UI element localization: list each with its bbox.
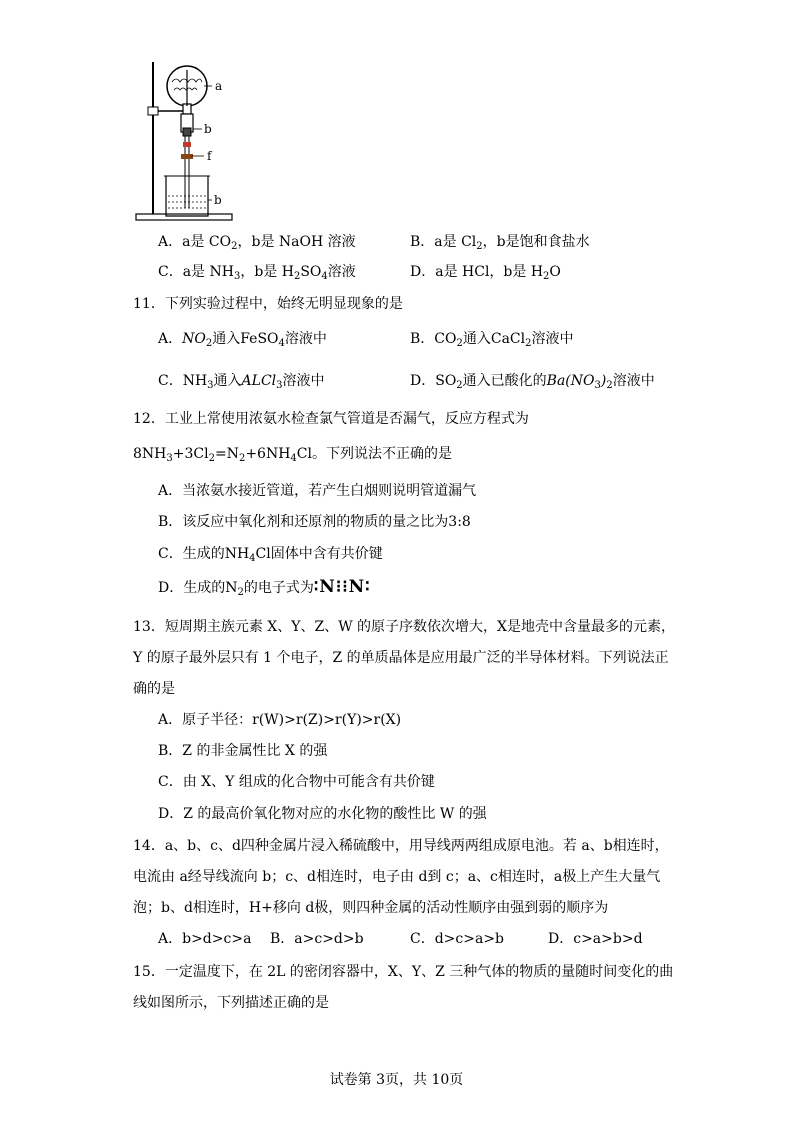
q13-stem-3: 确的是	[133, 681, 175, 697]
q10-option-c: C．a是 $NH_3$，b是 $H_2SO_4$溶液	[158, 264, 356, 282]
q12-option-b: B．该反应中氧化剂和还原剂的物质的量之比为3:8	[158, 514, 471, 530]
q13-option-a: A．原子半径：r(W)>r(Z)>r(Y)>r(X)	[158, 712, 402, 728]
n2-electron-formula: ∶N⁝⁝N∶	[313, 577, 371, 597]
q13-stem-2: Y 的原子最外层只有 1 个电子，Z 的单质晶体是应用最广泛的半导体材料。下列说法正	[133, 650, 669, 666]
q12-option-d: D．生成的$N_2$的电子式为∶N⁝⁝N∶	[158, 577, 371, 598]
q11-option-a: A．$NO_2$通入FeSO$_4$溶液中	[158, 331, 327, 349]
page-footer: 试卷第 3页，共 10页	[329, 1072, 464, 1088]
q14-stem-2: 电流由 a经导线流向 b；c、d相连时，电子由 d到 c；a、c相连时，a极上产生大量气	[133, 869, 661, 885]
label-b-bottom: b	[214, 193, 222, 207]
q12-option-a: A．当浓氨水接近管道，若产生白烟则说明管道漏气	[158, 483, 477, 499]
label-b-top: b	[204, 122, 212, 136]
q14-option-d: D．c>a>b>d	[548, 931, 643, 947]
q10-option-d: D．a是 HCl，b是 $H_2O$	[410, 264, 561, 282]
q14-option-b: B．a>c>d>b	[270, 931, 364, 947]
q11-option-d: D．$SO_2$通入已酸化的$Ba(NO_3)_2$溶液中	[410, 373, 655, 391]
q11-option-b: B．$CO_2$通入CaCl$_2$溶液中	[410, 331, 574, 349]
q13-option-c: C．由 X、Y 组成的化合物中可能含有共价键	[158, 774, 435, 790]
q10-option-a: A．a是 $CO_2$，b是 NaOH 溶液	[158, 234, 356, 252]
q15-stem-1: 15．一定温度下，在 2L 的密闭容器中，X、Y、Z 三种气体的物质的量随时间变化的曲	[133, 964, 674, 980]
q14-option-a: A．b>d>c>a	[158, 931, 252, 947]
q12-option-c: C．生成的$NH_4Cl$固体中含有共价键	[158, 546, 383, 564]
q10-option-b: B．a是 $Cl_2$，b是饱和食盐水	[410, 234, 590, 252]
q13-option-b: B．Z 的非金属性比 X 的强	[158, 743, 328, 759]
fountain-apparatus-figure	[128, 56, 238, 228]
q14-stem-3: 泡；b、d相连时，H+移向 d极，则四种金属的活动性顺序由强到弱的顺序为	[133, 900, 609, 916]
q14-option-c: C．d>c>a>b	[410, 931, 505, 947]
q13-stem-1: 13．短周期主族元素 X、Y、Z、W 的原子序数依次增大，X是地壳中含量最多的元素，	[133, 619, 676, 635]
q12-stem-1: 12．工业上常使用浓氨水检查氯气管道是否漏气，反应方程式为	[133, 411, 529, 427]
q15-stem-2: 线如图所示，下列描述正确的是	[133, 995, 329, 1011]
label-a: a	[215, 79, 223, 93]
label-f: f	[207, 149, 212, 163]
q11-stem: 11．下列实验过程中，始终无明显现象的是	[133, 296, 403, 312]
q11-option-c: C．$NH_3$通入ALCl$_3$溶液中	[158, 373, 325, 391]
q14-stem-1: 14．a、b、c、d四种金属片浸入稀硫酸中，用导线两两组成原电池。若 a、b相连时，	[133, 838, 669, 854]
q12-equation: $8NH_3+3Cl_2=N_2+6NH_4Cl$。下列说法不正确的是	[133, 446, 452, 464]
q13-option-d: D．Z 的最高价氧化物对应的水化物的酸性比 W 的强	[158, 806, 487, 822]
